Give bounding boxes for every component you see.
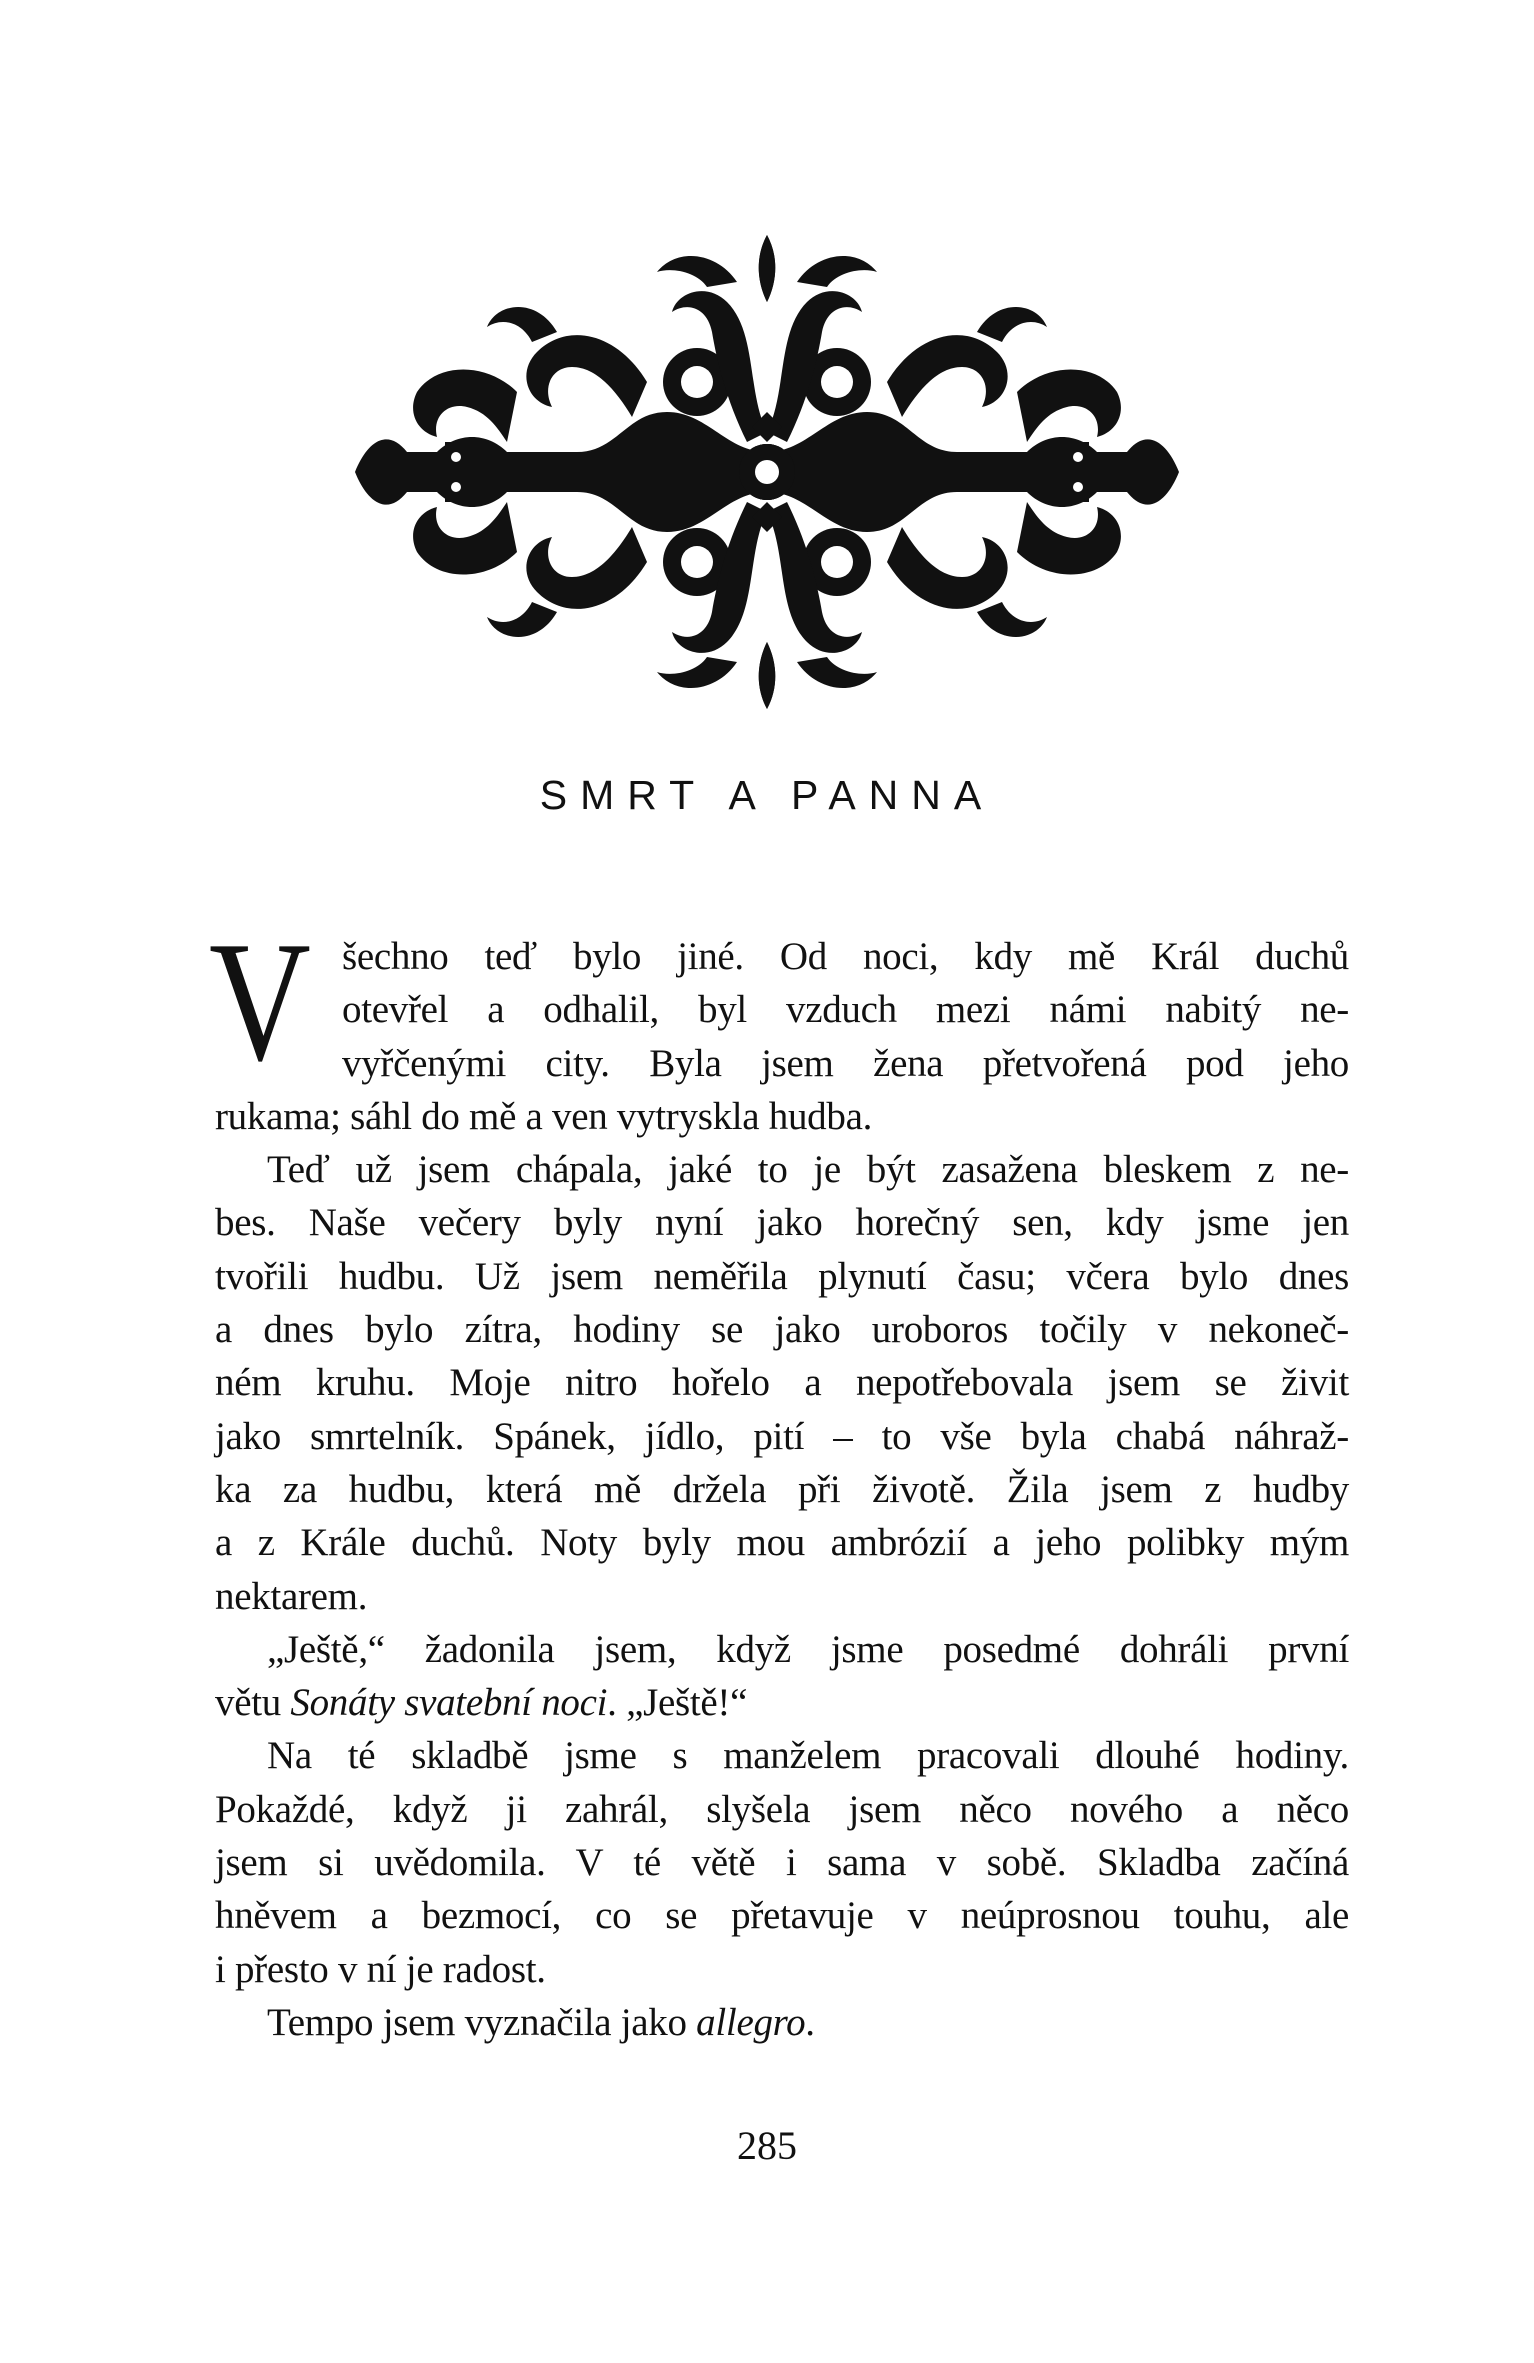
text-segment: i přesto v ní je radost.: [215, 1947, 546, 1991]
text-line: [215, 1303, 1349, 1356]
text-segment: ném kruhu. Moje nitro hořelo a nepotřebovala jsem se živit: [215, 1361, 1349, 1405]
text-line: [215, 1676, 1349, 1729]
page-number: 285: [737, 2123, 797, 2168]
text-segment: vyřčenými city. Byla jsem žena přetvořená pod jeho: [342, 1041, 1349, 1085]
chapter-title: SMRT A PANNA: [539, 772, 995, 818]
text-segment: šechno teď bylo jiné. Od noci, kdy mě Král duchů: [342, 935, 1349, 978]
text-line: [215, 1783, 1349, 1836]
text-segment: Tempo jsem vyznačila jako: [267, 2000, 697, 2044]
chapter-body-text: [209, 907, 1349, 2049]
text-segment: rukama; sáhl do mě a ven vytryskla hudba.: [215, 1094, 873, 1138]
text-segment: „Ještě,“ žadonila jsem, když jsme posedmé dohráli první: [267, 1627, 1349, 1671]
text-line: [215, 1410, 1349, 1463]
text-line: [215, 930, 1349, 983]
text-line: [215, 1250, 1349, 1303]
text-segment: větu: [215, 1681, 291, 1725]
decorative-ornament-icon: [355, 235, 1179, 710]
text-segment: a z Krále duchů. Noty byly mou ambrózií a jeho polibky mým: [215, 1521, 1349, 1565]
text-segment: otevřel a odhalil, byl vzduch mezi námi nabitý ne-: [342, 988, 1349, 1032]
text-segment: .: [805, 2000, 815, 2044]
text-line: [215, 1943, 1349, 1996]
text-segment: bes. Naše večery byly nyní jako horečný sen, kdy jsme jen: [215, 1201, 1349, 1245]
text-segment: nektarem.: [215, 1574, 368, 1618]
text-segment: ka za hudbu, která mě držela při životě. Žila jsem z hudby: [215, 1467, 1349, 1511]
italic-title-text: allegro: [696, 2000, 806, 2044]
text-line: [215, 1729, 1349, 1782]
text-line: [215, 1836, 1349, 1889]
text-line: [215, 983, 1349, 1036]
text-segment: a dnes bylo zítra, hodiny se jako uroboros točily v nekoneč-: [215, 1308, 1349, 1352]
text-segment: . „Ještě!“: [607, 1681, 748, 1725]
text-line: [215, 1196, 1349, 1249]
text-line: [215, 1037, 1349, 1090]
text-line: [215, 1570, 1349, 1623]
text-line: [215, 1143, 1349, 1196]
text-segment: tvořili hudbu. Už jsem neměřila plynutí času; včera bylo dnes: [215, 1254, 1349, 1298]
text-line: [215, 1996, 1349, 2049]
text-line: [215, 1090, 1349, 1143]
text-segment: jako smrtelník. Spánek, jídlo, pití – to vše byla chabá náhraž-: [215, 1414, 1349, 1458]
text-line: [215, 1356, 1349, 1409]
text-line: [215, 1889, 1349, 1942]
text-segment: jsem si uvědomila. V té větě i sama v sobě. Skladba začíná: [215, 1841, 1349, 1885]
text-segment: Teď už jsem chápala, jaké to je být zasažena bleskem z ne-: [267, 1148, 1349, 1192]
text-segment: Pokaždé, když ji zahrál, slyšela jsem něco nového a něco: [215, 1787, 1349, 1831]
text-line: [215, 1516, 1349, 1569]
italic-title-text: Sonáty svatební noci: [290, 1681, 608, 1725]
text-line: [215, 1623, 1349, 1676]
text-segment: hněvem a bezmocí, co se přetavuje v neúprosnou touhu, ale: [215, 1894, 1349, 1938]
text-line: [215, 1463, 1349, 1516]
drop-cap: V: [209, 907, 311, 1097]
text-segment: Na té skladbě jsme s manželem pracovali dlouhé hodiny.: [267, 1734, 1349, 1778]
